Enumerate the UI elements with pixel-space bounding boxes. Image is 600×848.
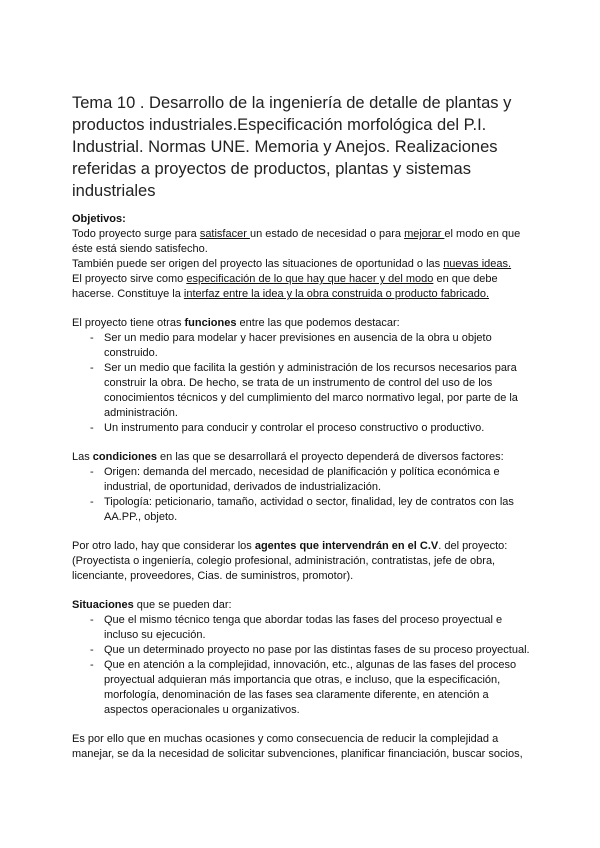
funciones-intro: El proyecto tiene otras funciones entre las que podemos destacar:	[72, 317, 400, 329]
list-item: - Ser un medio que facilita la gestión y administración de los recursos necesarios para construir la obra. De hecho, se trata de un instrumento de control del uso de los conocimientos técnicos y del cumplimiento del marco normativo legal, por parte de la administración.	[72, 361, 532, 421]
list-item: - Que en atención a la complejidad, innovación, etc., algunas de las fases del proceso proyectual adquieran más importancia que otras, e incluso, que la especificación, morfología, denominación de las fases sea claramente diferente, en atención a aspectos operacionales u organizativos.	[72, 658, 532, 718]
list-item: - Que un determinado proyecto no pase por las distintas fases de su proceso proyectual.	[72, 643, 532, 658]
closing-paragraph: Es por ello que en muchas ocasiones y como consecuencia de reducir la complejidad a manejar, se da la necesidad de solicitar subvenciones, planificar financiación, buscar socios,	[72, 733, 523, 760]
condiciones-list	[72, 465, 532, 525]
page-title: Tema 10 . Desarrollo de la ingeniería de detalle de plantas y productos industriales.Especificación morfológica del P.I. Industrial. Normas UNE. Memoria y Anejos. Realizaciones referidas a proyectos de productos, plantas y sistemas industriales	[72, 94, 512, 200]
agentes-paragraph: Por otro lado, hay que considerar los agentes que intervendrán en el C.V. del proyecto: (Proyectista o ingeniería, colegio profesional, administración, contratistas, jefe de obra, licenciante, proveedores, Cias. de suministros, promotor).	[72, 540, 508, 582]
list-item: - Ser un medio para modelar y hacer previsiones en ausencia de la obra u objeto construido.	[72, 331, 532, 361]
list-item: - Que el mismo técnico tenga que abordar todas las fases del proceso proyectual e incluso su ejecución.	[72, 613, 532, 643]
situaciones-list	[72, 613, 532, 718]
objetivos-line-1: Todo proyecto surge para satisfacer un estado de necesidad o para mejorar el modo en que éste está siendo satisfecho.	[72, 228, 521, 255]
list-item: - Un instrumento para conducir y controlar el proceso constructivo o productivo.	[72, 421, 532, 436]
list-item: - Tipología: peticionario, tamaño, actividad o sector, finalidad, ley de contratos con las AA.PP., objeto.	[72, 495, 532, 525]
objetivos-heading: Objetivos:	[72, 213, 126, 225]
objetivos-line-3: El proyecto sirve como especificación de lo que hay que hacer y del modo en que debe hacerse. Constituye la interfaz entre la idea y la obra construida o producto fabricado.	[72, 273, 498, 300]
list-item: - Origen: demanda del mercado, necesidad de planificación y política económica e industrial, de oportunidad, derivados de industrialización.	[72, 465, 532, 495]
document-page	[72, 92, 532, 762]
condiciones-intro: Las condiciones en las que se desarrollará el proyecto dependerá de diversos factores:	[72, 451, 504, 463]
situaciones-intro: Situaciones que se pueden dar:	[72, 599, 232, 611]
funciones-list	[72, 331, 532, 436]
objetivos-line-2: También puede ser origen del proyecto las situaciones de oportunidad o las nuevas ideas.	[72, 258, 512, 270]
